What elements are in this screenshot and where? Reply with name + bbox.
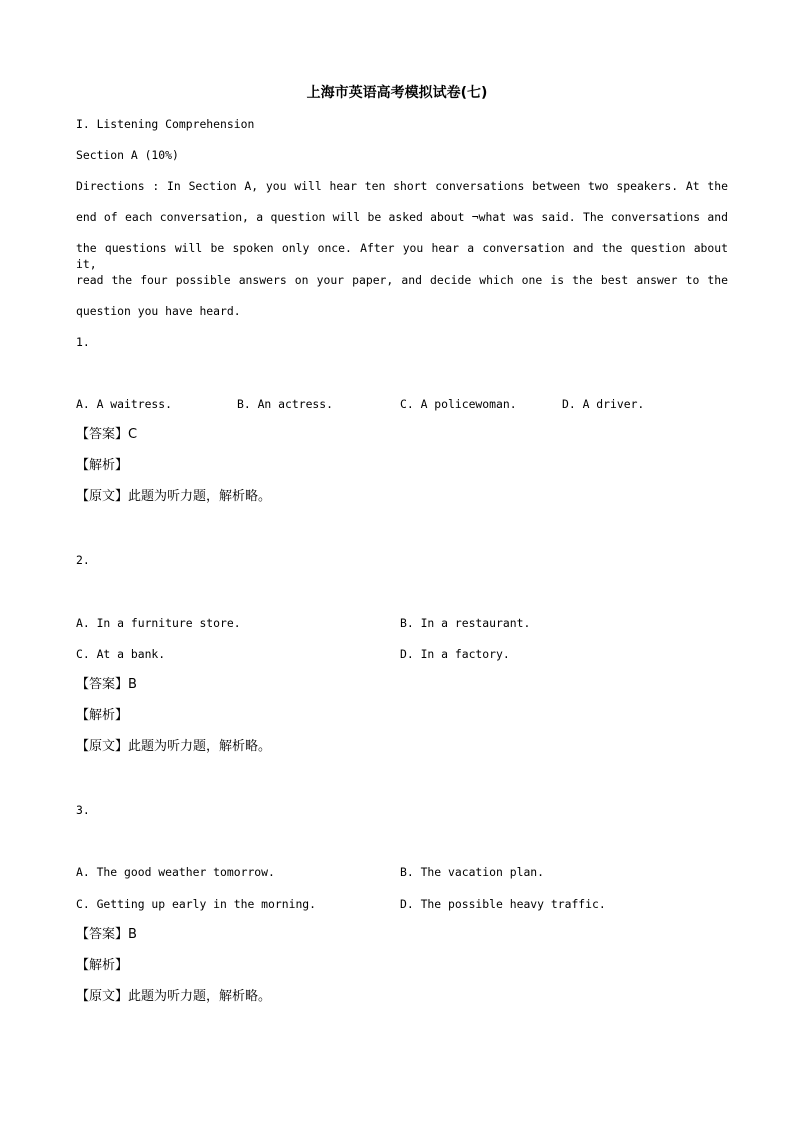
question-3-option-b: B. The vacation plan. — [400, 865, 545, 879]
question-2-option-c: C. At a bank. — [76, 647, 166, 661]
question-3-option-d: D. The possible heavy traffic. — [400, 897, 606, 911]
question-1-option-d: D. A driver. — [562, 397, 645, 411]
question-1-analysis: 【解析】 — [76, 458, 129, 473]
question-2-answer: 【答案】B — [76, 677, 137, 692]
page-title: 上海市英语高考模拟试卷(七) — [306, 85, 488, 101]
question-1-option-b: B. An actress. — [237, 397, 334, 411]
directions-line-1: Directions : In Section A, you will hear ten short conversations between two speakers. At the — [76, 179, 728, 193]
directions-line-4: read the four possible answers on your paper, and decide which one is the best answer to the — [76, 273, 728, 287]
question-1-option-a: A. A waitress. — [76, 397, 173, 411]
question-2-option-d: D. In a factory. — [400, 647, 510, 661]
directions-line-2: end of each conversation, a question will be asked about ¬what was said. The conversations and — [76, 210, 728, 224]
question-2-number: 2. — [76, 553, 90, 567]
question-1-option-c: C. A policewoman. — [400, 397, 517, 411]
question-2-analysis: 【解析】 — [76, 708, 129, 723]
section-heading: I. Listening Comprehension — [76, 117, 255, 131]
question-3-number: 3. — [76, 803, 90, 817]
question-2-original: 【原文】此题为听力题，解析略。 — [76, 739, 272, 754]
question-1-answer: 【答案】C — [76, 427, 138, 442]
question-3-option-a: A. The good weather tomorrow. — [76, 865, 275, 879]
question-2-option-b: B. In a restaurant. — [400, 616, 531, 630]
question-3-answer: 【答案】B — [76, 927, 137, 942]
question-1-original: 【原文】此题为听力题，解析略。 — [76, 489, 272, 504]
directions-line-5: question you have heard. — [76, 304, 241, 318]
question-3-option-c: C. Getting up early in the morning. — [76, 897, 317, 911]
question-2-option-a: A. In a furniture store. — [76, 616, 241, 630]
section-a-heading: Section A (10%) — [76, 148, 179, 162]
directions-line-3: the questions will be spoken only once. After you hear a conversation and the question about it, — [76, 241, 728, 271]
question-3-analysis: 【解析】 — [76, 958, 129, 973]
question-3-original: 【原文】此题为听力题，解析略。 — [76, 989, 272, 1004]
question-1-number: 1. — [76, 335, 90, 349]
